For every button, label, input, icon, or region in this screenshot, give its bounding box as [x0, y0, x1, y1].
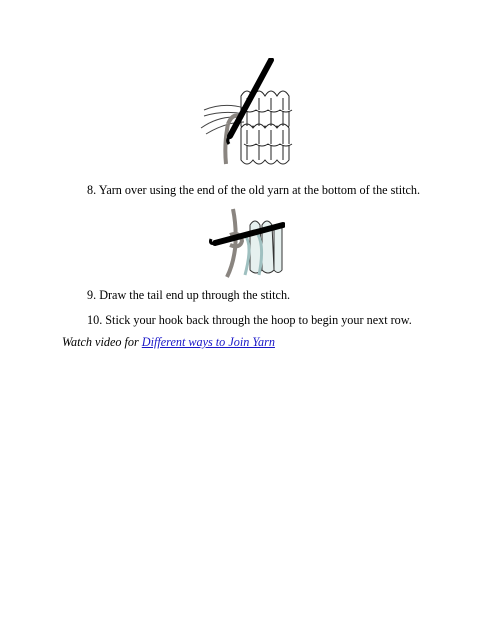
- video-link[interactable]: Different ways to Join Yarn: [141, 335, 275, 349]
- video-prefix: Watch video for: [62, 335, 142, 349]
- step-10-text: 10. Stick your hook back through the hoop to begin your next row.: [87, 313, 412, 327]
- join-yarn-illustration: [196, 58, 306, 170]
- draw-tail-illustration: [205, 205, 285, 280]
- step-9-text: 9. Draw the tail end up through the stitch.: [87, 288, 291, 302]
- step-8-text: 8. Yarn over using the end of the old yarn at the bottom of the stitch.: [87, 183, 421, 197]
- video-line: [62, 335, 275, 350]
